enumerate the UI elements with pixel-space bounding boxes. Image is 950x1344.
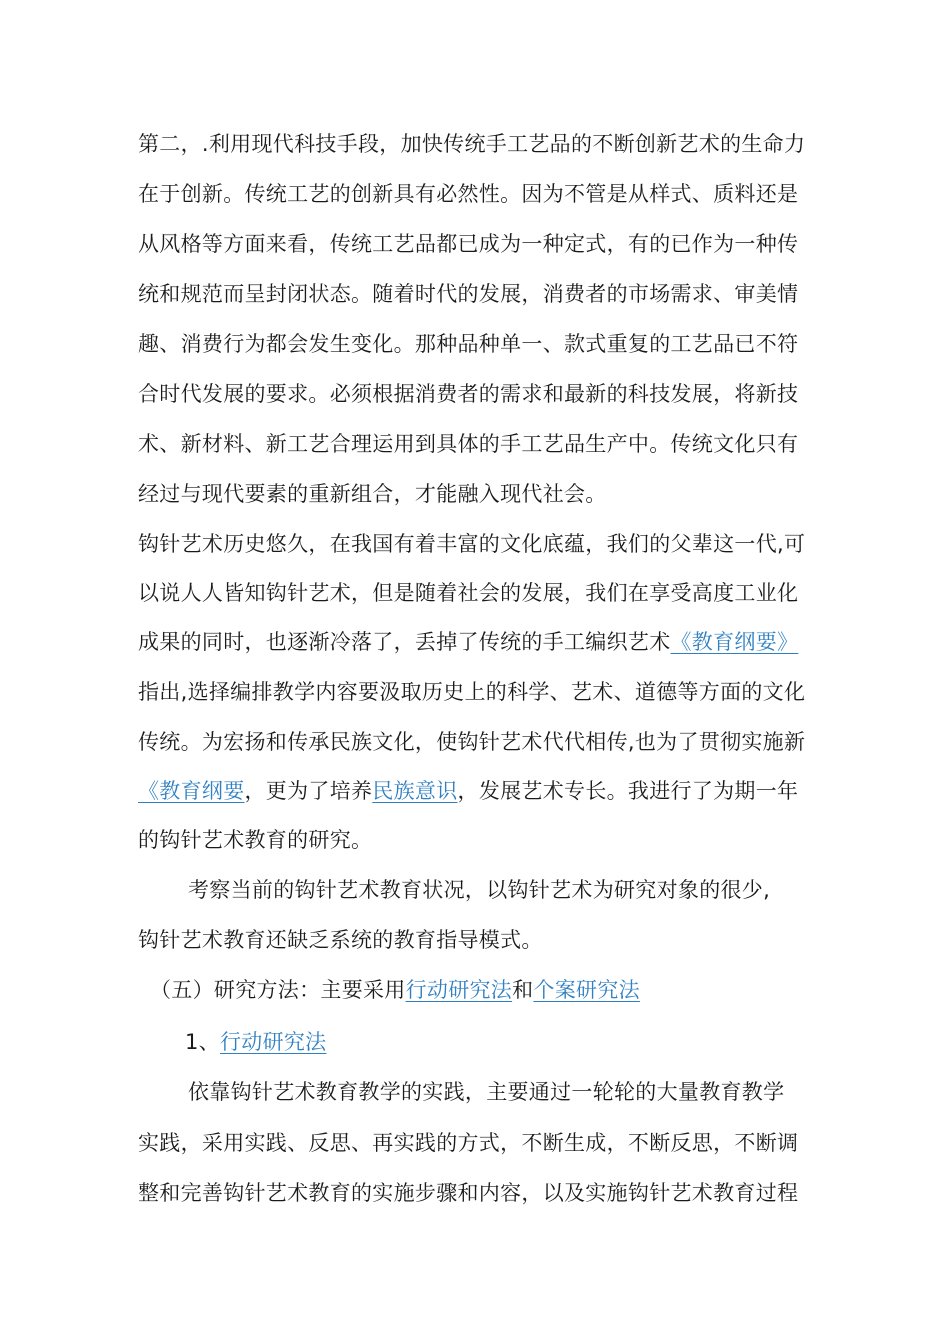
link-action-research[interactable]: 行动研究法: [405, 978, 513, 1002]
text-line: 术、新材料、新工艺合理运用到具体的手工艺品生产中。传统文化只有: [138, 432, 799, 456]
text-line: 趣、消费行为都会发生变化。那种品种单一、款式重复的工艺品已不符: [138, 332, 799, 356]
link-education-outline-2[interactable]: 《教育纲要: [138, 779, 245, 803]
text-line: 第二，.利用现代科技手段，加快传统手工艺品的不断创新艺术的生命力: [138, 132, 806, 156]
text-line: 实践，采用实践、反思、再实践的方式，不断生成，不断反思，不断调: [138, 1131, 799, 1155]
text-line: 指出,选择编排教学内容要汲取历史上的科学、艺术、道德等方面的文化: [138, 680, 806, 704]
line-text: ，更为了培养: [244, 779, 373, 803]
text-line: 以说人人皆知钩针艺术，但是随着社会的发展，我们在享受高度工业化: [138, 581, 799, 605]
section-heading: [150, 965, 640, 1015]
line-text: ，发展艺术专长。我进行了为期一年: [457, 779, 799, 803]
subheading: [185, 1017, 326, 1067]
link-case-study[interactable]: 个案研究法: [533, 978, 640, 1002]
text-line: [138, 617, 798, 667]
text-line: 钩针艺术教育还缺乏系统的教育指导模式。: [138, 928, 543, 952]
text-line: 的钩针艺术教育的研究。: [138, 828, 373, 852]
text-line: 经过与现代要素的重新组合，才能融入现代社会。: [138, 482, 607, 506]
text-line: 考察当前的钩针艺术教育状况，以钩针艺术为研究对象的很少,: [188, 878, 771, 902]
text-line: 依靠钩针艺术教育教学的实践，主要通过一轮轮的大量教育教学: [188, 1080, 785, 1104]
text-line: 合时代发展的要求。必须根据消费者的需求和最新的科技发展，将新技: [138, 382, 799, 406]
sub-number: 1、: [185, 1030, 220, 1054]
link-action-research-sub[interactable]: 行动研究法: [219, 1030, 327, 1054]
text-line: [138, 766, 798, 816]
link-education-outline[interactable]: 《教育纲要》: [670, 630, 799, 654]
text-line: 从风格等方面来看，传统工艺品都已成为一种定式，有的已作为一种传: [138, 232, 799, 256]
link-national-consciousness[interactable]: 民族意识: [372, 779, 458, 803]
line-text: 成果的同时，也逐渐冷落了，丢掉了传统的手工编织艺术: [138, 630, 671, 654]
heading-text: （五）研究方法：主要采用: [150, 978, 406, 1002]
heading-conjunction: 和: [512, 978, 534, 1002]
text-line: 钩针艺术历史悠久，在我国有着丰富的文化底蕴，我们的父辈这一代,可: [138, 532, 806, 556]
text-line: 传统。为宏扬和传承民族文化，使钩针艺术代代相传,也为了贯彻实施新: [138, 730, 806, 754]
text-line: 在于创新。传统工艺的创新具有必然性。因为不管是从样式、质料还是: [138, 182, 799, 206]
text-line: 整和完善钩针艺术教育的实施步骤和内容，以及实施钩针艺术教育过程: [138, 1181, 799, 1205]
text-line: 统和规范而呈封闭状态。随着时代的发展，消费者的市场需求、审美情: [138, 282, 799, 306]
